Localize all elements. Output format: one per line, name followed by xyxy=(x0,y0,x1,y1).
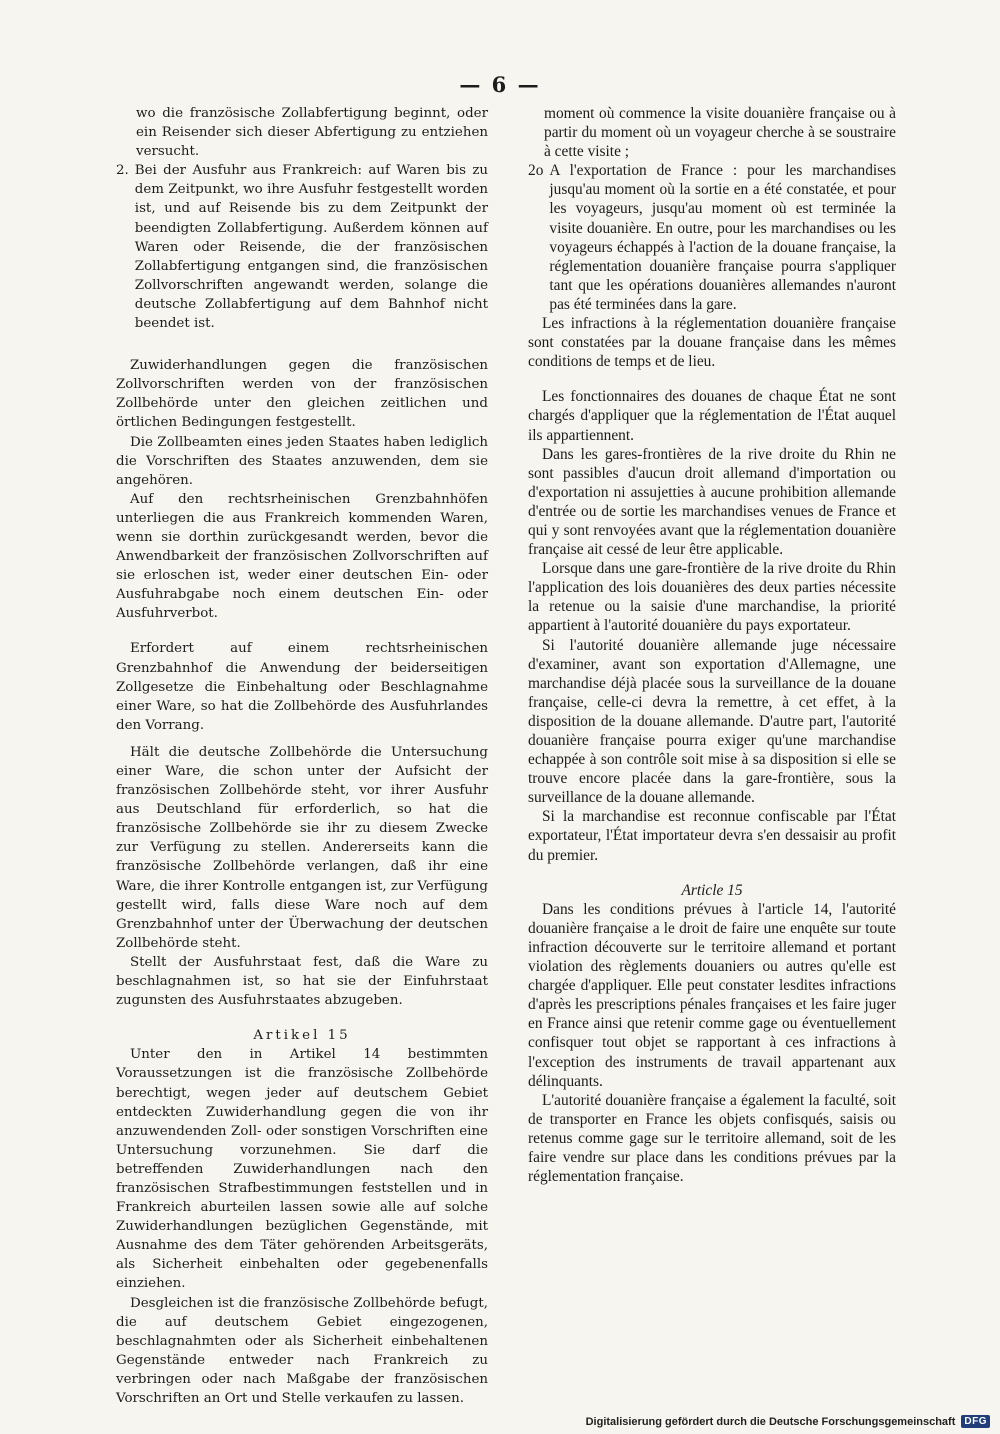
german-column xyxy=(116,104,488,1408)
french-article-heading: Article 15 xyxy=(681,881,743,899)
german-paragraph-8: Unter den in Artikel 14 bestimmten Voraussetzungen ist die französische Zollbehörde berechtigt, wegen jeder auf deutschem Gebiet entdeckten Zuwiderhandlung gegen die von ihr anzuwendenden Zoll- oder sonstigen Vorschriften eine Untersuchung vorzunehmen. Sie darf die betreffenden Zuwiderhandlungen nach den französischen Strafbestimmungen feststellen und in Frankreich aburteilen lassen sowie alle auf solche Zuwiderhandlungen bezüglichen Gegenstände, mit Ausnahme des dem Täter gehörenden Arbeitsgeräts, als Sicherheit einbehalten oder gegebenenfalls einziehen. xyxy=(116,1047,488,1292)
french-paragraph-2: Les infractions à la réglementation douanière française sont constatées par la douane française dans les mêmes conditions de temps et de lieu. xyxy=(528,315,896,371)
french-paragraph-8: Dans les conditions prévues à l'article 14, l'autorité douanière française a le droit de faire une enquête sur toute infraction découverte sur le territoire allemand et portant violation des règlements douaniers ou autres qu'elle est chargée d'appliquer. Elle peut constater lesdites infractions d'après les prescriptions pénales françaises et les faire juger en France ainsi que retenir comme gage ou éventuellement confisquer tout objet se rapportant à ces infractions à l'exception des instruments de travail appartenant aux délinquants. xyxy=(528,900,896,1090)
german-paragraph-9: Desgleichen ist die französische Zollbehörde befugt, die auf deutschem Gebiet eingezogenen, beschlagnahmten oder als Sicherheit einbehaltenen Gegenstände entweder nach Frankreich zu verbringen oder nach Maßgabe der französischen Vorschriften an Ort und Stelle verkaufen zu lassen. xyxy=(116,1295,488,1406)
german-item-2 xyxy=(116,161,488,333)
french-item-2-text: A l'exportation de France : pour les marchandises jusqu'au moment où la sortie en a été constatée, et pour les voyageurs, jusqu'au moment où est terminée la visite douanière. En outre, pour les marchandises ou les voyageurs échappés à l'action de la douane française, la réglementation douanière française pourra s'appliquer tant que les opérations douanières allemandes n'auront pas été terminées dans la gare. xyxy=(549,162,896,313)
page-number: — 6 — xyxy=(459,72,541,97)
german-paragraph-2: Zuwiderhandlungen gegen die französischen Zollvorschriften werden von der französischen Zollbehörde unter den gleichen zeitlichen und örtlichen Bedingungen festgestellt. xyxy=(116,358,488,431)
german-paragraph-5: Erfordert auf einem rechtsrheinischen Grenzbahnhof die Anwendung der beiderseitigen Zollgesetze die Einbehaltung oder Beschlagnahme einer Ware, so hat die Zollbehörde des Ausfuhrlandes den Vorrang. xyxy=(116,641,488,733)
german-paragraph-3: Die Zollbeamten eines jeden Staates haben lediglich die Vorschriften des Staates anzuwenden, dem sie angehören. xyxy=(116,434,488,488)
french-column xyxy=(528,104,896,1186)
german-item-2-text: Bei der Ausfuhr aus Frankreich: auf Waren bis zu dem Zeitpunkt, wo ihre Ausfuhr festgestellt worden ist, und auf Reisende bis zu dem Zeitpunkt der beendigten Zollabfertigung. Außerdem können auf Waren oder Reisende, die der französischen Zollabfertigung entgangen sind, die französischen Zollvorschriften angewandt werden, solange die deutsche Zollabfertigung auf dem Bahnhof nicht beendet ist. xyxy=(134,163,488,332)
footer-credit-text: Digitalisierung gefördert durch die Deutsche Forschungsgemeinschaft xyxy=(585,1415,956,1428)
french-item-2-number: 2o xyxy=(528,162,544,180)
french-paragraph-3: Les fonctionnaires des douanes de chaque État ne sont chargés d'appliquer que la réglementation de l'État auquel ils appartiennent. xyxy=(528,388,896,444)
german-paragraph-7: Stellt der Ausfuhrstaat fest, daß die Ware zu beschlagnahmen ist, so hat sie der Einfuhrstaat zugunsten des Ausfuhrstaates abzugeben. xyxy=(116,954,488,1009)
german-paragraph-4: Auf den rechtsrheinischen Grenzbahnhöfen unterliegen die aus Frankreich kommenden Waren, wenn sie dorthin zurückgesandt werden, bevor die Anwendbarkeit der französischen Zollvorschriften auf sie erloschen ist, weder einer deutschen Ein- oder Ausfuhrabgabe noch einem deutschen Ein- oder Ausfuhrverbot. xyxy=(116,491,488,622)
french-paragraph-6: Si l'autorité douanière allemande juge nécessaire d'examiner, avant son exportation d'Allemagne, une marchandise déjà placée sous la surveillance de la douane française, celle-ci devra la remettre, à cet effet, à la disposition de la douane allemande. D'autre part, l'autorité douanière française pourra exiger qu'une marchandise echappée à son contrôle soit mise à sa disposition si elle se trouve encore placée dans la gare-frontière, sous la surveillance de la douane allemande. xyxy=(528,636,896,807)
french-item-2 xyxy=(528,161,896,314)
french-item1-continuation: moment où commence la visite douanière française ou à partir du moment où un voyageur cherche à se soustraire à cette visite ; xyxy=(544,105,896,161)
german-paragraph-6: Hält die deutsche Zollbehörde die Untersuchung einer Ware, die schon unter der Aufsicht der französischen Zollbehörde steht, vor ihrer Ausfuhr aus Deutschland für erforderlich, so hat die französische Zollbehörde sie ihr zu diesem Zwecke zur Verfügung zu stellen. Andererseits kann die französische Zollbehörde verlangen, daß ihr eine Ware, die ihrer Kontrolle entgangen ist, zur Verfügung gestellt wird, falls diese Ware noch auf dem Grenzbahnhof unter der Überwachung der deutschen Zollbehörde steht. xyxy=(116,744,488,951)
german-article-heading: Artikel 15 xyxy=(253,1028,351,1044)
french-paragraph-4: Dans les gares-frontières de la rive droite du Rhin ne sont passibles d'aucun droit allemand d'importation ou d'exportation ni assujetties à aucune prohibition allemande d'entrée ou de sortie les marchandises venues de France et qui y sont renvoyées avant que la réglementation douanière française ait cessé de leur être applicable. xyxy=(528,445,896,559)
digitization-footer xyxy=(586,1415,990,1428)
french-paragraph-5: Lorsque dans une gare-frontière de la rive droite du Rhin l'application des lois douanières des deux parties nécessite la retenue ou la saisie d'une marchandise, la priorité appartient à l'autorité douanière du pays exportateur. xyxy=(528,560,896,635)
french-paragraph-7: Si la marchandise est reconnue confiscable par l'État exportateur, l'État importateur devra s'en dessaisir au profit du premier. xyxy=(528,808,896,864)
french-paragraph-9: L'autorité douanière française a également la faculté, soit de transporter en France les objets confisqués, saisis ou retenus comme gage sur le territoire allemand, soit de les faire vendre sur place dans les conditions prévues par la réglementation française. xyxy=(528,1091,896,1186)
dfg-logo-icon: DFG xyxy=(961,1415,990,1428)
german-item-2-number: 2. xyxy=(116,163,129,179)
german-item1-continuation: wo die französische Zollabfertigung beginnt, oder ein Reisender sich dieser Abfertigung zu entziehen versucht. xyxy=(136,106,488,160)
